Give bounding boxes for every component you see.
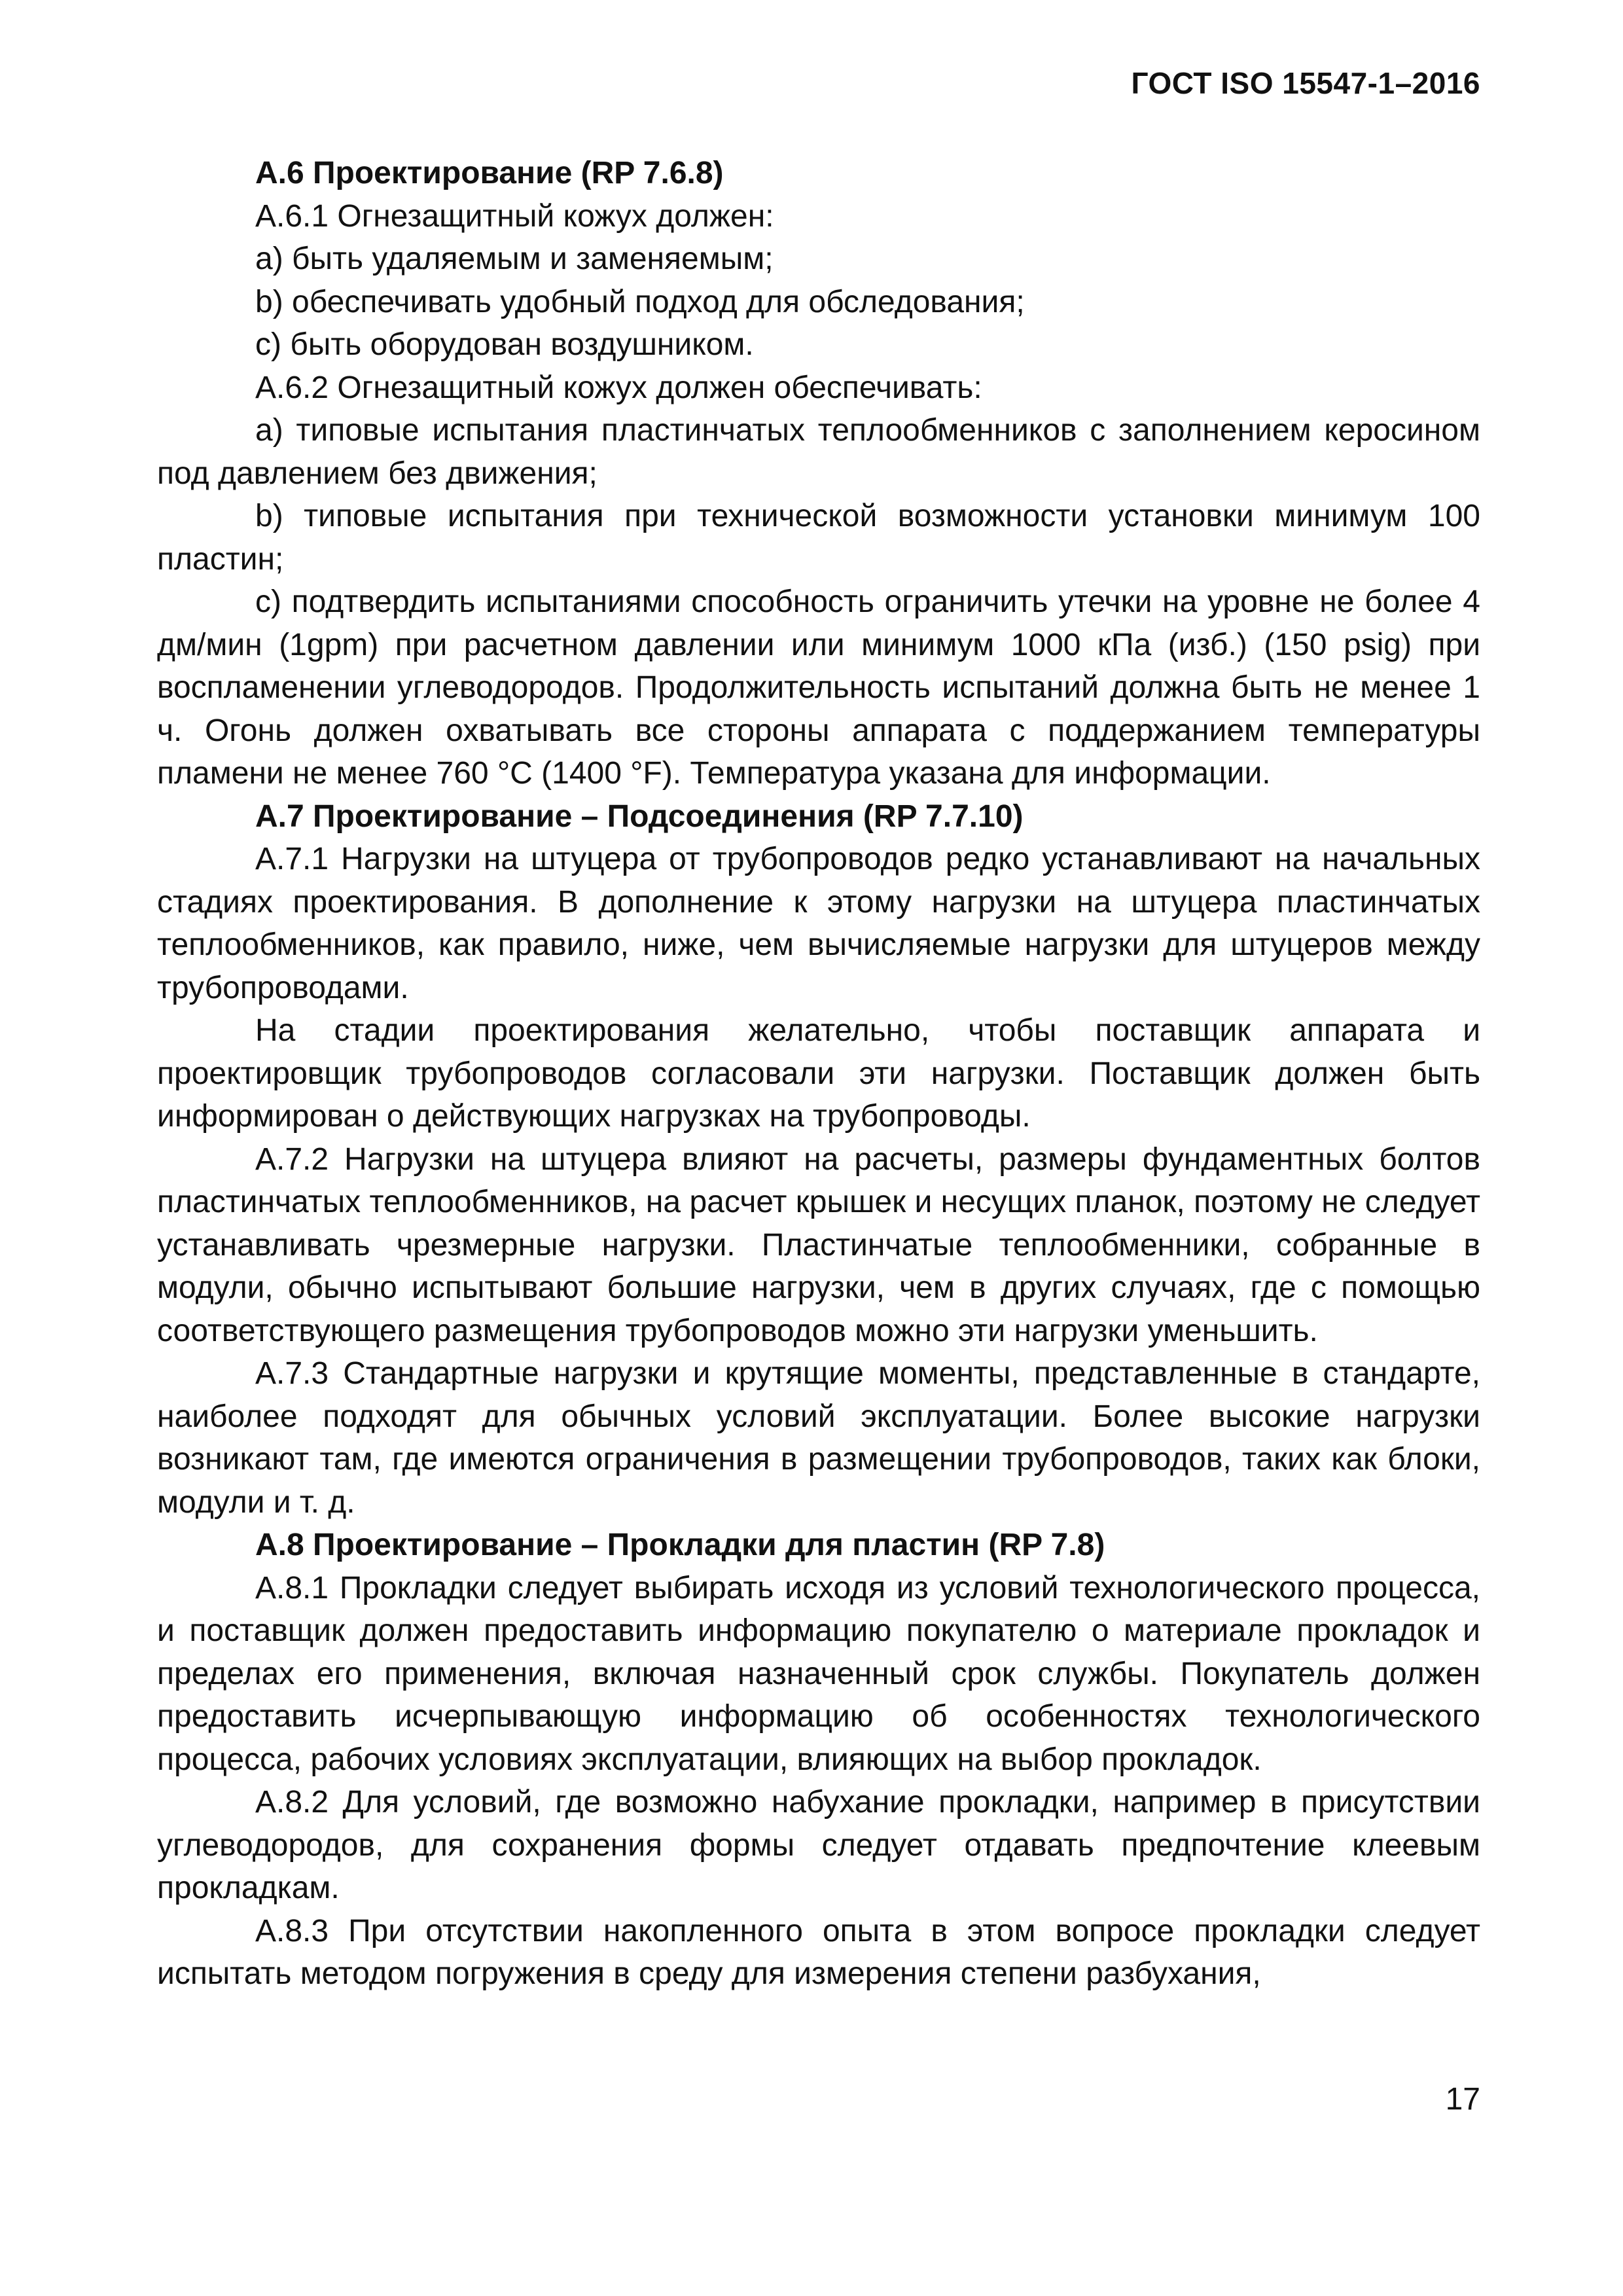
section-a8-heading: А.8 Проектирование – Прокладки для пластин (RP 7.8) <box>255 1528 1105 1562</box>
paragraph-a8-1: А.8.1 Прокладки следует выбирать исходя из условий технологического процесса, и поставщик должен предоставить информацию покупателю о материале прокладок и пределах его применения, включая назначенный срок службы. Покупатель должен предоставить исчерпывающую информацию об особенностях технологического процесса, рабочих условиях эксплуатации, влияющих на выбор прокладок. <box>157 1570 1480 1777</box>
paragraph-a8-2: А.8.2 Для условий, где возможно набухание прокладки, например в присутствии углеводородов, для сохранения формы следует отдавать предпочтение клеевым прокладкам. <box>157 1785 1480 1905</box>
paragraph-a6-1: А.6.1 Огнезащитный кожух должен: <box>255 198 774 234</box>
paragraph-a8-3: А.8.3 При отсутствии накопленного опыта в этом вопросе прокладки следует испытать методом погружения в среду для измерения степени разбухания, <box>157 1913 1480 1991</box>
paragraph-a7-3: А.7.3 Стандартные нагрузки и крутящие моменты, представленные в стандарте, наиболее подходят для обычных условий эксплуатации. Более высокие нагрузки возникают там, где имеются ограничения в размещении трубопроводов, таких как блоки, модули и т. д. <box>157 1356 1480 1520</box>
page-number: 17 <box>1445 2082 1480 2117</box>
paragraph-a6-2: А.6.2 Огнезащитный кожух должен обеспечивать: <box>255 370 982 405</box>
list-item-a6-1-a: a) быть удаляемым и заменяемым; <box>255 242 774 276</box>
list-item-a6-2-b: b) типовые испытания при технической возможности установки минимум 100 пластин; <box>157 499 1480 577</box>
list-item-a6-1-b: b) обеспечивать удобный подход для обследования; <box>255 284 1025 319</box>
list-item-a6-2-c: с) подтвердить испытаниями способность ограничить утечки на уровне не более 4 дм/мин (1gpm) при расчетном давлении или минимум 1000 кПа (изб.) (150 psig) при воспламенении углеводородов. Продолжительность испытаний должна быть не менее 1 ч. Огонь должен охватывать все стороны аппарата с поддержанием температуры пламени не менее 760 °С (1400 °F). Температура указана для информации. <box>157 584 1480 791</box>
list-item-a6-1-c: с) быть оборудован воздушником. <box>255 327 754 362</box>
section-a6-heading: А.6 Проектирование (RP 7.6.8) <box>255 156 724 190</box>
document-body <box>157 152 1480 1996</box>
document-header-id: ГОСТ ISO 15547-1–2016 <box>1131 66 1480 100</box>
paragraph-a7-1-cont: На стадии проектирования желательно, чтобы поставщик аппарата и проектировщик трубопроводов согласовали эти нагрузки. Поставщик должен быть информирован о действующих нагрузках на трубопроводы. <box>157 1013 1480 1134</box>
section-a7-heading: А.7 Проектирование – Подсоединения (RP 7.7.10) <box>255 798 1024 834</box>
paragraph-a7-2: А.7.2 Нагрузки на штуцера влияют на расчеты, размеры фундаментных болтов пластинчатых теплообменников, на расчет крышек и несущих планок, поэтому не следует устанавливать чрезмерные нагрузки. Пластинчатые теплообменники, собранные в модули, обычно испытывают большие нагрузки, чем в других случаях, где с помощью соответствующего размещения трубопроводов можно эти нагрузки уменьшить. <box>157 1141 1480 1348</box>
list-item-a6-2-a: а) типовые испытания пластинчатых теплообменников с заполнением керосином под давлением без движения; <box>157 413 1480 491</box>
paragraph-a7-1: А.7.1 Нагрузки на штуцера от трубопроводов редко устанавливают на начальных стадиях проектирования. В дополнение к этому нагрузки на штуцера пластинчатых теплообменников, как правило, ниже, чем вычисляемые нагрузки для штуцеров между трубопроводами. <box>157 842 1480 1005</box>
